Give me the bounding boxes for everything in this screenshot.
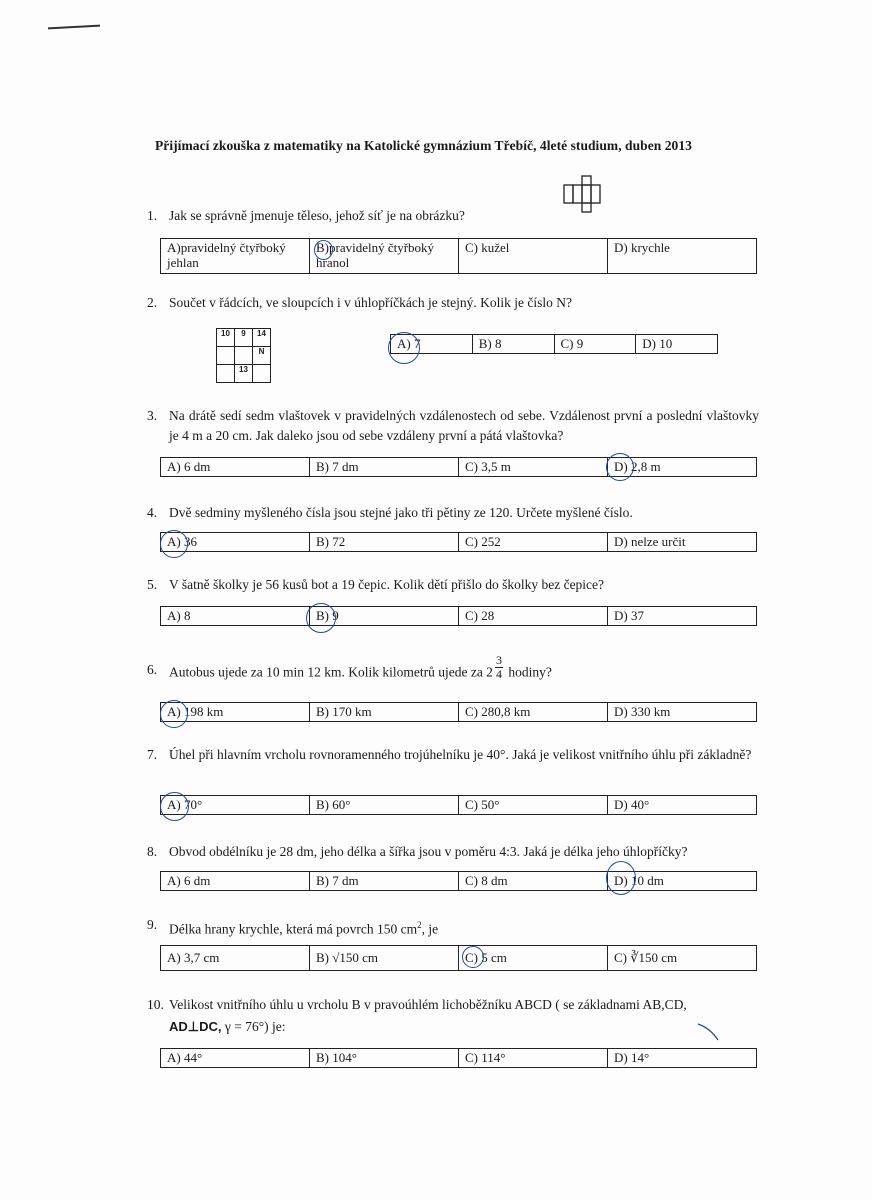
grid-cell	[253, 365, 271, 383]
option-d[interactable]: D) nelze určit	[607, 533, 756, 551]
option-a[interactable]: A) 6 dm	[167, 873, 211, 888]
question-text: Obvod obdélníku je 28 dm, jeho délka a šířka jsou v poměru 4:3. Jaká je délka jeho úhlopříčky?	[169, 844, 688, 859]
magic-square	[216, 328, 271, 383]
question-text-part: Autobus ujede za 10 min 12 km. Kolik kilometrů ujede za 2	[169, 664, 493, 680]
page-title: Přijímací zkouška z matematiky na Katolické gymnázium Třebíč, 4leté studium, duben 2013	[155, 138, 692, 153]
option-b[interactable]: B) 7 dm	[309, 872, 458, 890]
option-a[interactable]: A) 70°	[167, 797, 203, 812]
option-a[interactable]: A)pravidelný čtyřboký jehlan	[167, 240, 286, 270]
fraction-denominator: 4	[495, 667, 502, 681]
answer-row-10	[160, 1048, 757, 1068]
question-text: V šatně školky je 56 kusů bot a 19 čepic. Kolik dětí přišlo do školky bez čepice?	[169, 577, 605, 592]
question-text-part: hodiny?	[508, 664, 552, 680]
superscript: 2	[417, 920, 422, 930]
option-c[interactable]: C) 9	[554, 335, 636, 353]
answer-row-8	[160, 871, 757, 891]
option-d[interactable]: D) 10 dm	[607, 872, 756, 890]
question-text: Dvě sedminy myšleného čísla jsou stejné jako tři pětiny ze 120. Určete myšlené číslo.	[169, 505, 633, 520]
option-c[interactable]: C) 8 dm	[458, 872, 607, 890]
question-number: 6.	[147, 662, 158, 677]
question-text	[169, 915, 759, 940]
option-b[interactable]: B) 60°	[309, 796, 458, 814]
option-d[interactable]: D) 330 km	[607, 703, 756, 721]
question-text-part: γ = 76°) je:	[221, 1019, 286, 1034]
question-number: 2.	[147, 295, 158, 310]
option-c[interactable]: C) 50°	[458, 796, 607, 814]
option-d[interactable]: D) 37	[607, 607, 756, 625]
question-text: Na drátě sedí sedm vlaštovek v pravidelných vzdálenostech od sebe. Vzdálenost první a poslední vlaštovky je 4 m a 20 cm. Jak daleko jsou od sebe vzdáleny první a pátá vlaštovka?	[169, 408, 759, 443]
question-number: 5.	[147, 577, 158, 592]
question-number: 1.	[147, 208, 158, 223]
option-a[interactable]: A) 7	[397, 336, 421, 351]
grid-cell	[217, 365, 235, 383]
grid-cell: 13	[235, 365, 253, 383]
option-d[interactable]: D) 2,8 m	[607, 458, 756, 476]
option-c[interactable]: C) 5 cm	[458, 946, 607, 970]
scan-mark	[48, 25, 100, 30]
answer-row-3	[160, 457, 757, 477]
option-b[interactable]: B) 8	[472, 335, 554, 353]
question-number: 9.	[147, 917, 158, 932]
option-a[interactable]: A) 198 km	[167, 704, 224, 719]
option-d[interactable]: D) 14°	[607, 1049, 756, 1067]
pen-stroke-mark	[696, 1020, 726, 1046]
option-b[interactable]: B) √150 cm	[309, 946, 458, 970]
option-b[interactable]: B)pravidelný čtyřboký hranol	[309, 239, 458, 273]
grid-cell	[217, 347, 235, 365]
option-c[interactable]: C) kužel	[458, 239, 607, 273]
question-text: Jak se správně jmenuje těleso, jehož síť je na obrázku?	[169, 208, 465, 223]
option-b[interactable]: B) 9	[309, 607, 458, 625]
question-number: 7.	[147, 747, 158, 762]
question-number: 8.	[147, 844, 158, 859]
option-d[interactable]: D) 40°	[607, 796, 756, 814]
option-c[interactable]: C) 252	[458, 533, 607, 551]
option-c[interactable]: C) 280,8 km	[458, 703, 607, 721]
grid-cell	[235, 347, 253, 365]
question-text	[169, 653, 759, 687]
option-b[interactable]: B) 72	[309, 533, 458, 551]
answer-row-5	[160, 606, 757, 626]
answer-row-1	[160, 238, 757, 274]
grid-cell: 14	[253, 329, 271, 347]
fraction-numerator: 3	[495, 653, 502, 667]
option-d[interactable]: D) 10	[635, 335, 717, 353]
option-d[interactable]: D) krychle	[607, 239, 756, 273]
perpendicular-statement: AD⊥DC,	[169, 1019, 222, 1034]
grid-cell: 10	[217, 329, 235, 347]
answer-row-4	[160, 532, 757, 552]
option-b[interactable]: B) 104°	[309, 1049, 458, 1067]
grid-cell: 9	[235, 329, 253, 347]
option-c[interactable]: C) 114°	[458, 1049, 607, 1067]
option-a[interactable]: A) 36	[167, 534, 197, 549]
question-number: 3.	[147, 408, 158, 423]
option-d[interactable]: C) ∛150 cm	[607, 946, 756, 970]
question-text: Součet v řádcích, ve sloupcích i v úhlopříčkách je stejný. Kolik je číslo N?	[169, 295, 573, 310]
option-a[interactable]: A) 8	[167, 608, 191, 623]
answer-row-2	[390, 334, 718, 354]
grid-cell: N	[253, 347, 271, 365]
fraction	[495, 654, 503, 681]
question-text: Úhel při hlavním vrcholu rovnoramenného trojúhelníku je 40°. Jaká je velikost vnitřního úhlu při základně?	[169, 747, 752, 762]
option-c[interactable]: C) 3,5 m	[458, 458, 607, 476]
option-b[interactable]: B) 170 km	[309, 703, 458, 721]
answer-row-6	[160, 702, 757, 722]
question-number: 10.	[147, 997, 164, 1012]
option-a[interactable]: A) 6 dm	[167, 459, 211, 474]
option-c[interactable]: C) 28	[458, 607, 607, 625]
answer-row-7	[160, 795, 757, 815]
question-text-part: Délka hrany krychle, která má povrch 150 cm	[169, 921, 418, 937]
question-10-line2	[169, 1017, 285, 1037]
option-a[interactable]: A) 44°	[167, 1050, 203, 1065]
question-text-part: , je	[421, 921, 439, 937]
answer-row-9	[160, 945, 757, 971]
option-a[interactable]: A) 3,7 cm	[167, 950, 220, 965]
question-text: Velikost vnitřního úhlu u vrcholu B v pravoúhlém lichoběžníku ABCD ( se základnami AB,CD,	[169, 997, 687, 1012]
option-b[interactable]: B) 7 dm	[309, 458, 458, 476]
question-number: 4.	[147, 505, 158, 520]
